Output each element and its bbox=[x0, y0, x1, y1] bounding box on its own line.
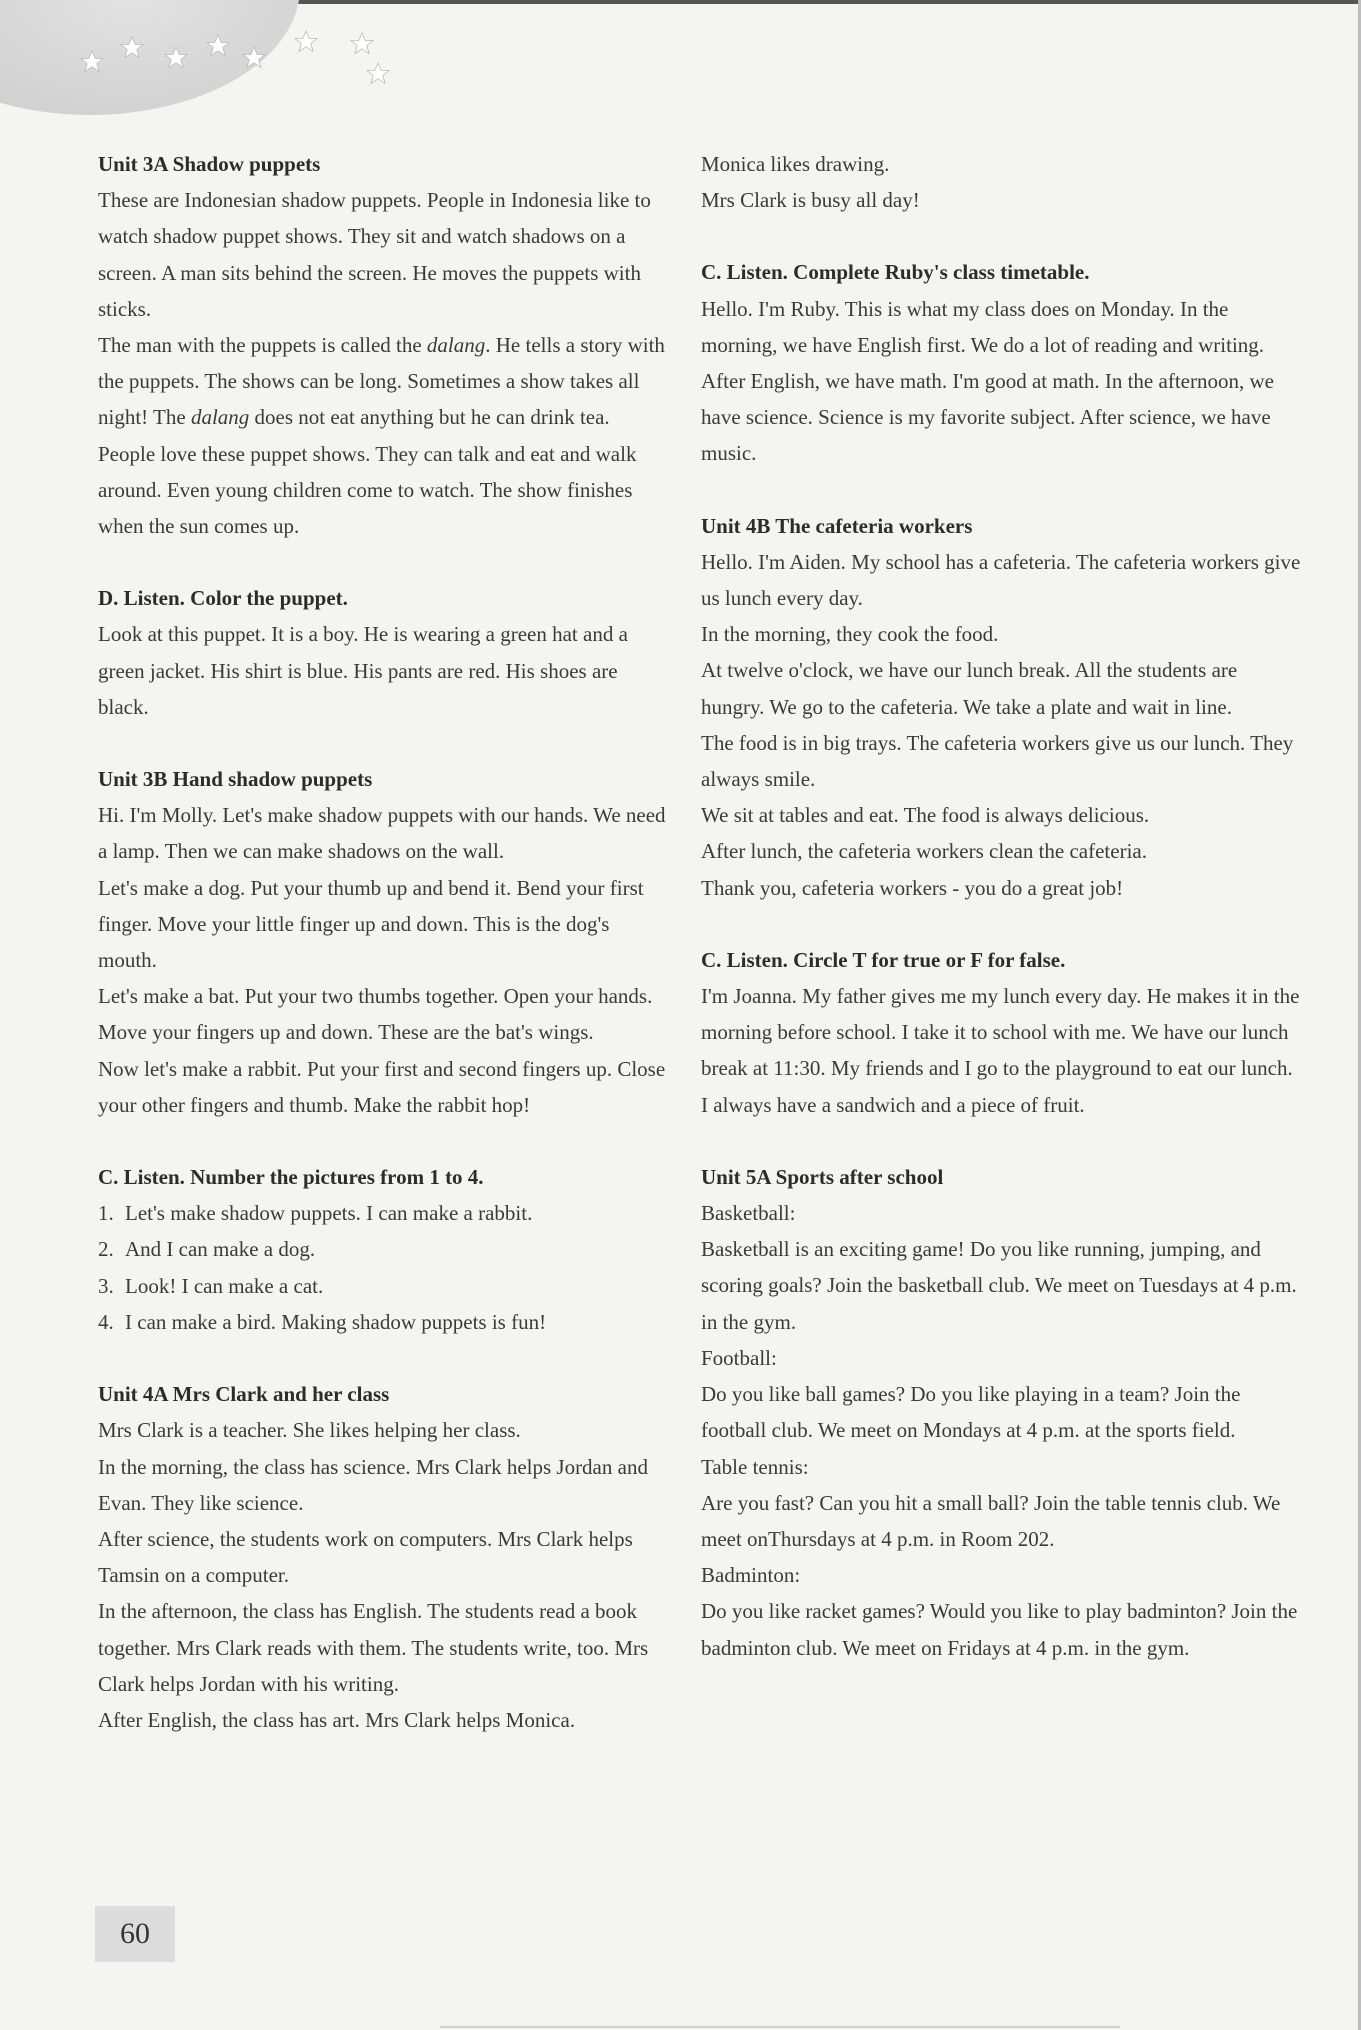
paragraph: In the afternoon, the class has English. The students read a book together. Mrs Clark reads with them. The students write, too. Mrs Clark helps Jordan with his writing. bbox=[98, 1599, 649, 1696]
section-true-false bbox=[701, 942, 1301, 1123]
paragraph: Do you like ball games? Do you like playing in a team? Join the football club. We meet on Mondays at 4 p.m. at the sports field. bbox=[701, 1382, 1241, 1443]
paragraph: Monica likes drawing. bbox=[701, 152, 890, 176]
section-heading: C. Listen. Circle T for true or F for false. bbox=[701, 947, 1066, 972]
section-unit-3a bbox=[98, 146, 668, 544]
star-icon bbox=[207, 35, 229, 56]
paragraph: Mrs Clark is busy all day! bbox=[701, 188, 920, 213]
paragraph: Let's make a bat. Put your two thumbs together. Open your hands. Move your fingers up and down. These are the bat's wings. bbox=[98, 984, 653, 1045]
section-heading: C. Listen. Number the pictures from 1 to 4. bbox=[98, 1165, 484, 1190]
section-unit-4b bbox=[701, 508, 1301, 906]
header-stars-decoration bbox=[0, 0, 420, 110]
section-unit-4a bbox=[98, 1376, 668, 1738]
paragraph: After lunch, the cafeteria workers clean the cafeteria. bbox=[701, 839, 1147, 864]
paragraph: Look at this puppet. It is a boy. He is wearing a green hat and a green jacket. His shirt is blue. His pants are red. His shoes are black. bbox=[98, 622, 628, 719]
paragraph: Hello. I'm Ruby. This is what my class does on Monday. In the morning, we have English first. We do a lot of reading and writing. After English, we have math. I'm good at math. In the afternoon, we have science. Science is my favorite subject. After science, we have music. bbox=[701, 296, 1274, 466]
section-unit-5a bbox=[701, 1159, 1301, 1666]
page-number: 60 bbox=[120, 1917, 150, 1950]
list-item: 4. I can make a bird. Making shadow puppets is fun! bbox=[98, 1309, 547, 1334]
paragraph: Now let's make a rabbit. Put your first and second fingers up. Close your other fingers and thumb. Make the rabbit hop! bbox=[98, 1056, 666, 1117]
paragraph: Mrs Clark is a teacher. She likes helping her class. bbox=[98, 1418, 521, 1443]
star-icon bbox=[295, 31, 317, 52]
paragraph: Thank you, cafeteria workers - you do a great job! bbox=[701, 875, 1124, 900]
right-column bbox=[701, 146, 1301, 1702]
section-color-puppet bbox=[98, 580, 668, 725]
section-heading: Unit 4A Mrs Clark and her class bbox=[98, 1382, 390, 1407]
paragraph: Badminton: bbox=[701, 1563, 801, 1588]
star-icon bbox=[367, 63, 389, 84]
section-ruby-timetable bbox=[701, 254, 1301, 471]
section-heading: C. Listen. Complete Ruby's class timetable. bbox=[701, 260, 1090, 285]
star-icon bbox=[351, 33, 373, 54]
section-unit-3b bbox=[98, 761, 668, 1123]
paragraph: The food is in big trays. The cafeteria workers give us our lunch. They always smile. bbox=[701, 730, 1294, 792]
star-icon bbox=[165, 47, 187, 68]
section-heading: Unit 3B Hand shadow puppets bbox=[98, 767, 373, 792]
list-item: 2. And I can make a dog. bbox=[98, 1237, 316, 1262]
paragraph: Do you like racket games? Would you like to play badminton? Join the badminton club. We meet on Fridays at 4 p.m. in the gym. bbox=[701, 1599, 1298, 1660]
star-icon bbox=[243, 47, 265, 68]
paragraph: Hello. I'm Aiden. My school has a cafeteria. The cafeteria workers give us lunch every day. bbox=[701, 549, 1301, 611]
section-heading: D. Listen. Color the puppet. bbox=[98, 586, 348, 611]
paragraph: After English, the class has art. Mrs Clark helps Monica. bbox=[98, 1707, 576, 1732]
paragraph: I'm Joanna. My father gives me my lunch every day. He makes it in the morning before school. I take it to school with me. We have our lunch break at 11:30. My friends and I go to the playground to eat our lunch. I always have a sandwich and a piece of fruit. bbox=[701, 984, 1300, 1117]
section-unit-4a-continued bbox=[701, 146, 1301, 218]
paragraph: After science, the students work on computers. Mrs Clark helps Tamsin on a computer. bbox=[98, 1526, 633, 1588]
paragraph: At twelve o'clock, we have our lunch break. All the students are hungry. We go to the cafeteria. We take a plate and wait in line. bbox=[701, 658, 1238, 719]
section-heading: Unit 3A Shadow puppets bbox=[98, 152, 321, 176]
paragraph: We sit at tables and eat. The food is always delicious. bbox=[701, 803, 1150, 828]
paragraph: Basketball is an exciting game! Do you like running, jumping, and scoring goals? Join the basketball club. We meet on Tuesdays at 4 p.m. in the gym. bbox=[701, 1237, 1297, 1334]
page-number-box bbox=[95, 1906, 175, 1962]
page-bottom-edge bbox=[440, 2026, 1120, 2028]
list-item: 3. Look! I can make a cat. bbox=[98, 1273, 324, 1298]
list-item: 1. Let's make shadow puppets. I can make a rabbit. bbox=[98, 1201, 533, 1226]
section-heading: Unit 5A Sports after school bbox=[701, 1164, 944, 1189]
paragraph: Table tennis: bbox=[701, 1454, 809, 1479]
paragraph: The man with the puppets is called the dalang. He tells a story with the puppets. The shows can be long. Sometimes a show takes all night! The dalang does not eat anything but he can drink tea. bbox=[98, 333, 665, 430]
paragraph: Hi. I'm Molly. Let's make shadow puppets with our hands. We need a lamp. Then we can make shadows on the wall. bbox=[98, 803, 666, 864]
paragraph: Basketball: bbox=[701, 1201, 796, 1226]
star-icon bbox=[121, 37, 143, 58]
section-heading: Unit 4B The cafeteria workers bbox=[701, 513, 973, 538]
left-column bbox=[98, 146, 668, 1774]
paragraph: In the morning, they cook the food. bbox=[701, 622, 999, 647]
paragraph: Football: bbox=[701, 1345, 777, 1370]
paragraph: Let's make a dog. Put your thumb up and bend it. Bend your first finger. Move your little finger up and down. This is the dog's mouth. bbox=[98, 875, 644, 973]
star-icon bbox=[81, 51, 103, 72]
paragraph: People love these puppet shows. They can talk and eat and walk around. Even young children come to watch. The show finishes when the sun comes up. bbox=[98, 441, 637, 539]
paragraph: Are you fast? Can you hit a small ball? Join the table tennis club. We meet onThursdays at 4 p.m. in Room 202. bbox=[701, 1490, 1281, 1551]
paragraph: In the morning, the class has science. Mrs Clark helps Jordan and Evan. They like science. bbox=[98, 1454, 648, 1515]
section-number-pictures bbox=[98, 1159, 668, 1340]
paragraph: These are Indonesian shadow puppets. People in Indonesia like to watch shadow puppet shows. They sit and watch shadows on a screen. A man sits behind the screen. He moves the puppets with sticks. bbox=[98, 188, 651, 321]
